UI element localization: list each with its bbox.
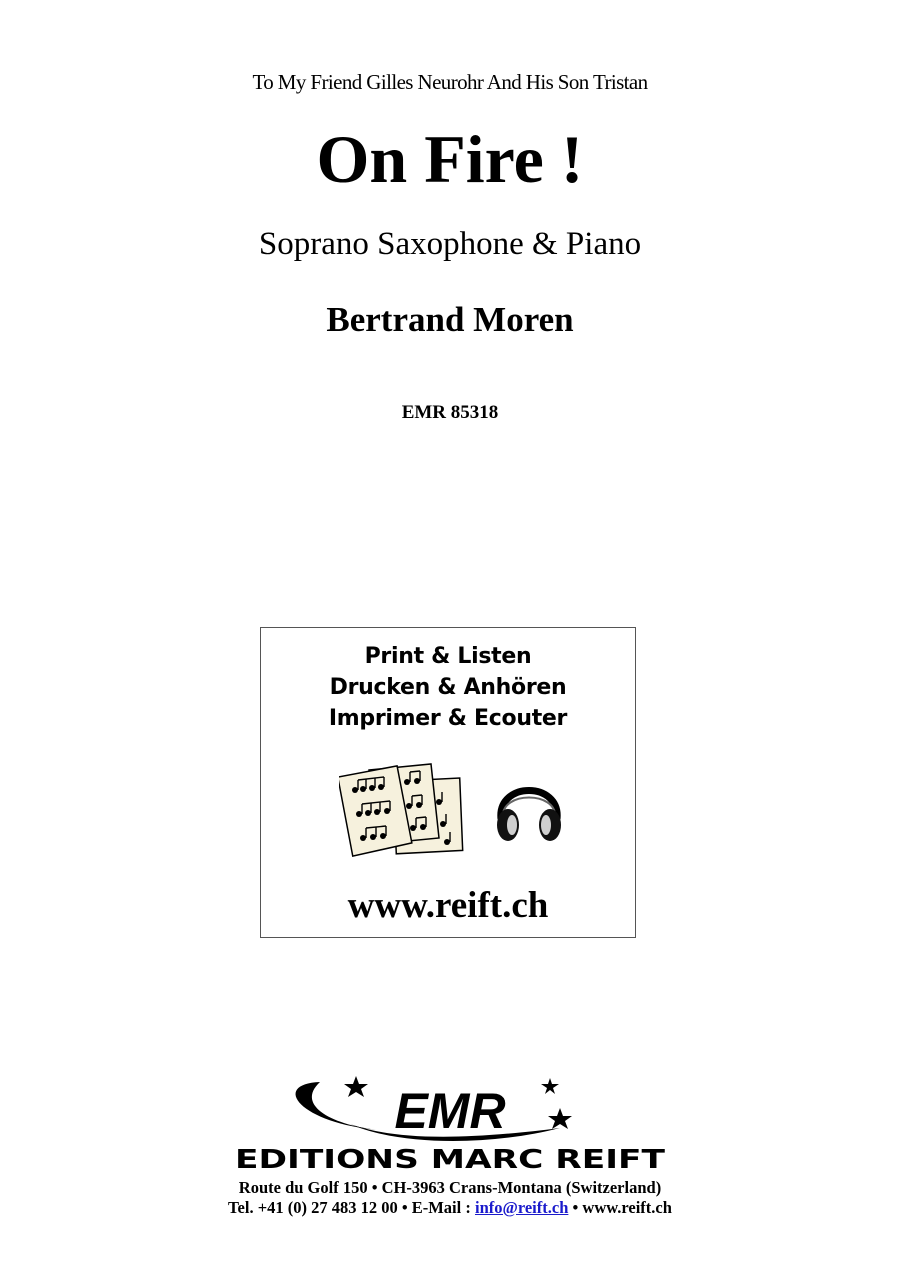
star-icon [344,1076,368,1097]
website-text: • www.reift.ch [568,1198,672,1217]
instrumentation: Soprano Saxophone & Piano [258,226,642,262]
website-url[interactable]: www.reift.ch [347,885,549,926]
promo-line-french: Imprimer & Ecouter [328,706,568,731]
composer-name: Bertrand Moren [326,300,574,339]
dedication: To My Friend Gilles Neurohr And His Son Tristan [252,70,648,94]
logo-swoosh [296,1082,380,1130]
publisher-name: EDITIONS MARC REIFT [235,1145,666,1172]
logo-text: EMR [394,1083,506,1139]
print-listen-box [260,627,636,938]
headphones-icon [493,769,565,854]
emr-logo-graphic [230,1072,670,1172]
email-link[interactable]: info@reift.ch [474,1198,569,1217]
page-title: On Fire ! [316,121,584,197]
star-icon [541,1078,559,1094]
catalog-number: EMR 85318 [401,402,499,423]
publisher-address: Route du Golf 150 • CH-3963 Crans-Montana (Switzerland) [238,1178,662,1197]
promo-line-english: Print & Listen [364,644,532,669]
phone-text: Tel. +41 (0) 27 483 12 00 • E-Mail : [228,1198,475,1217]
promo-line-german: Drucken & Anhören [329,675,567,700]
star-icon [548,1108,572,1129]
emr-logo [230,1072,670,1177]
contact-line [0,1198,900,1218]
sheet-music-icon [339,762,469,867]
